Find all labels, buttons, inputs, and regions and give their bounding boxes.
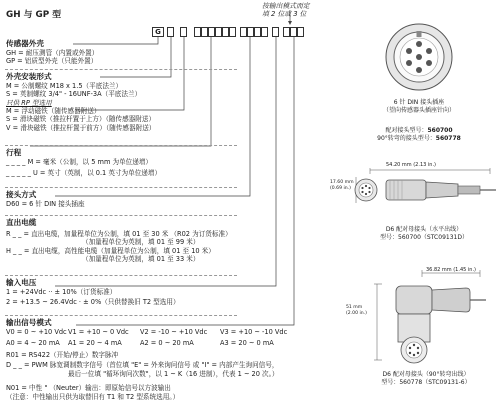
divider [5,187,237,188]
angled-side-dim: 51 mm (2.00 in.) [346,305,367,316]
din-socket-diagram [384,22,454,92]
connection-options: D60 = 6 针 DIN 接头插座 [6,200,85,208]
divider [5,315,237,316]
output-grid: V0 = 0 ~ +10 Vdc V1 = +10 ~ 0 Vdc V2 = -10 ~ +10 Vdc V3 = +10 ~ -10 Vdc A0 = 4 ~ 20 mA A1 = 20 ~ 4 mA A2 = 0 ~ 20 mA A3 = 20 ~ 0 mA [6,328,288,348]
output-heading: 输出信号模式 [6,318,52,327]
straight-length-dim: 54.20 mm (2.13 in.) [386,162,437,168]
connection-heading: 接头方式 [6,190,37,199]
cable-heading: 直出电缆 [6,218,37,227]
angled-connector-caption: D6 配对母接头（90°转弯出线） 型号：560778（STC09131-6） [381,371,471,386]
divider [5,215,237,216]
order-note: 按输出模式而定 填 2 位或 3 位 [262,2,310,19]
code-box-g: G [152,27,164,37]
magnet-options: M = 浮动磁铁（随传感器附送） S = 滑块磁铁（推拉杆置于上方）（随传感器附送） V = 滑块磁铁（推拉杆置于前方）（随传感器附送） [6,107,156,132]
divider [5,145,237,146]
voltage-options: 1 = +24Vdc ·· ± 10%（订货标准） 2 = +13.5 ~ 26.4Vdc · ± 0%（只供替换旧 T2 型选用） [6,288,180,307]
output-options: R01 = RS422（开始/停止）数字脉冲 D _ _ = PWM 脉宽调制数字信号（首位填 "E" = 外来询问信号 或 "I" = 内部产生询问信号， 最后一位填 "循环询问次数"，以 1 ~ K（16 进制），代表 1 ~ 20 次。） N01 = 中性 " （Neuter）输出：即原始信号以方波输出 （注意：中性输出只供为取替旧有 T1 和 T2 型系统选用。） [6,351,279,401]
straight-diameter-dim: 17.60 mm (0.69 in.) [330,180,354,191]
page-title: GH 与 GP 型 [6,10,62,20]
cable-options: R _ _ = 直出电缆，加量程单位为公制，填 01 至 30 米 （R02 为订货标准） （加量程单位为英制，填 01 至 99 米） H _ _ = 直出电缆，高性能电缆（加量程单位为公制，填 01 至 10 米） （加量程单位为英制，填 01 至 33 米） [6,230,232,264]
housing-options: GH = 耐压测管（内置或外置） GP = 铝质型外壳（只能外置） [6,49,99,66]
rp-note: 只供 RP 型选用 [6,99,52,107]
straight-connector-caption: D6 配对母接头（水平出线） 型号：560700（STC09131D） [380,226,468,241]
housing-heading: 传感器外壳 [6,39,44,48]
mounting-heading: 外壳安装形式 [6,72,52,81]
straight-connector-diagram [340,168,500,208]
socket-caption: 6 针 DIN 接头插座 （望向传感器头插座针向） [382,99,455,114]
angled-top-dim: 36.82 mm (1.45 in.) [426,267,477,273]
divider [5,69,237,70]
stroke-options: _ _ _ _ M = 毫米（公制，以 5 mm 为单位递增） _ _ _ _ _ U = 英寸（英制，以 0.1 英寸为单位递增） [6,158,162,178]
mounting-options: M = 公制螺纹 M18 x 1.5（平底法兰） S = 英制螺纹 3/4" - 16UNF-3A（平底法兰） [6,82,142,99]
angled-connector-diagram [370,270,490,370]
voltage-heading: 输入电压 [6,278,37,287]
stroke-heading: 行程 [6,148,22,157]
divider [5,275,237,276]
socket-part-numbers: 配对接头型号：560700 90°转弯的接头型号：560778 [377,127,461,142]
